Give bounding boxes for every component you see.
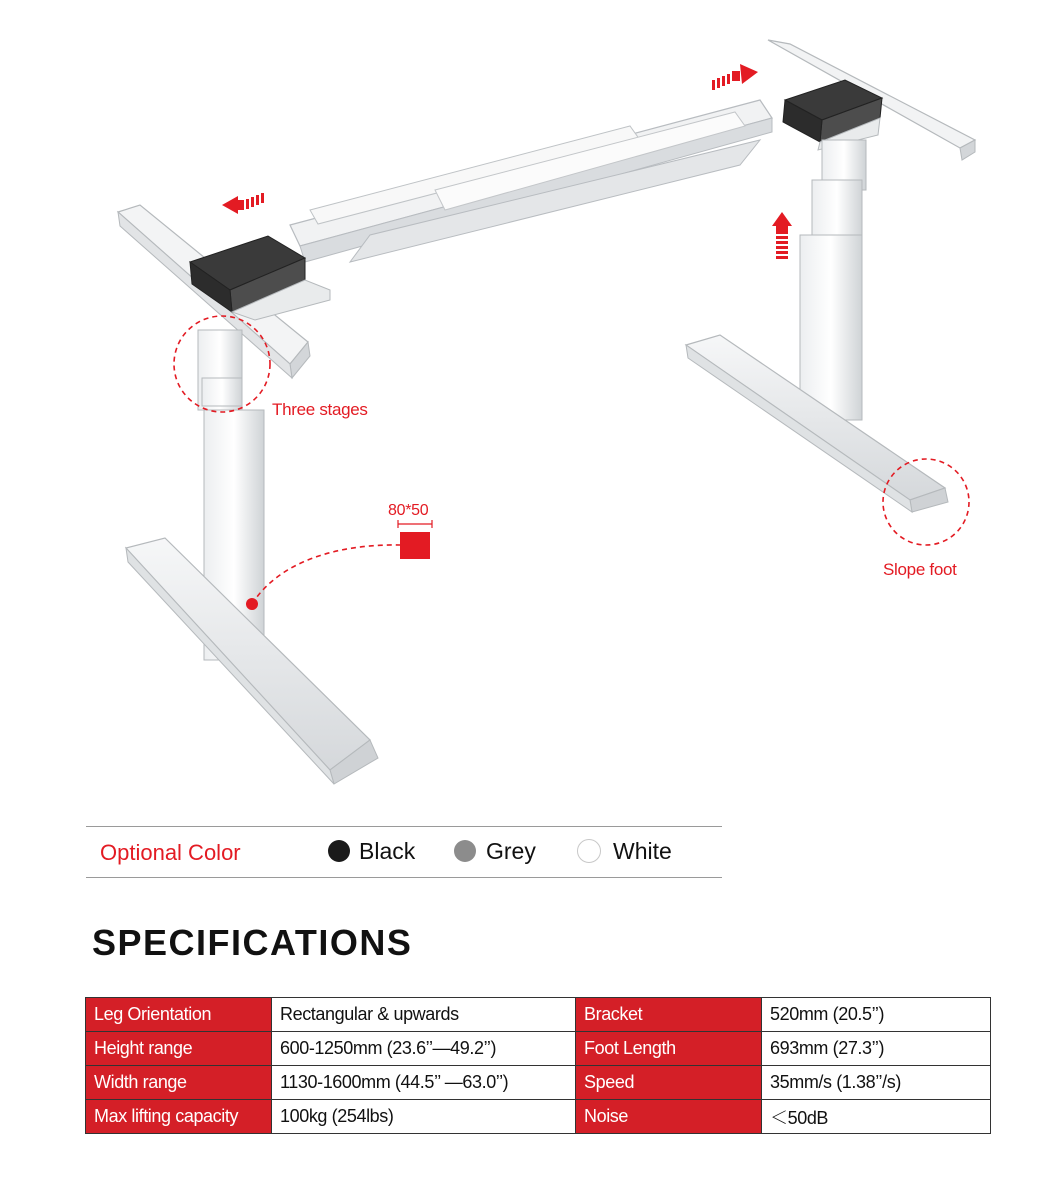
- spec-value: 100kg (254lbs): [272, 1100, 576, 1134]
- right-leg: [800, 140, 866, 420]
- specifications-heading: SPECIFICATIONS: [92, 922, 413, 963]
- arrow-left-icon: [222, 193, 264, 214]
- black-swatch: [328, 840, 350, 862]
- slope-foot-label: Slope foot: [883, 560, 957, 579]
- spec-value: 600-1250mm (23.6’’—49.2’’): [272, 1032, 576, 1066]
- three-stages-label: Three stages: [272, 400, 368, 419]
- profile-callout-line: [252, 545, 400, 604]
- spec-value: 1130-1600mm (44.5’’ —63.0’’): [272, 1066, 576, 1100]
- grey-swatch: [454, 840, 476, 862]
- cross-beam: [290, 100, 772, 262]
- table-row: [86, 1100, 991, 1134]
- table-row: [86, 998, 991, 1032]
- profile-section-square: [400, 532, 430, 559]
- spec-value: 520mm (20.5’’): [762, 998, 991, 1032]
- spec-key: Leg Orientation: [86, 998, 272, 1032]
- spec-value: 693mm (27.3’’): [762, 1032, 991, 1066]
- spec-key: Foot Length: [576, 1032, 762, 1066]
- optional-color-title: Optional Color: [100, 840, 241, 865]
- specifications-table: [85, 997, 991, 1134]
- spec-key: Bracket: [576, 998, 762, 1032]
- arrow-right-icon: [712, 64, 758, 90]
- spec-key: Width range: [86, 1066, 272, 1100]
- arrow-up-icon: [772, 212, 792, 259]
- black-label: Black: [359, 838, 416, 864]
- white-label: White: [613, 838, 672, 864]
- table-row: [86, 1032, 991, 1066]
- spec-key: Max lifting capacity: [86, 1100, 272, 1134]
- spec-key: Noise: [576, 1100, 762, 1134]
- spec-key: Speed: [576, 1066, 762, 1100]
- grey-label: Grey: [486, 838, 536, 864]
- spec-value: ＜50dB: [762, 1100, 991, 1134]
- spec-key: Height range: [86, 1032, 272, 1066]
- white-swatch: [577, 839, 601, 863]
- table-row: [86, 1066, 991, 1100]
- spec-value: Rectangular & upwards: [272, 998, 576, 1032]
- profile-dimension-line: [398, 520, 432, 528]
- spec-value: 35mm/s (1.38’’/s): [762, 1066, 991, 1100]
- profile-size-label: 80*50: [388, 502, 429, 519]
- profile-callout-dot: [246, 598, 258, 610]
